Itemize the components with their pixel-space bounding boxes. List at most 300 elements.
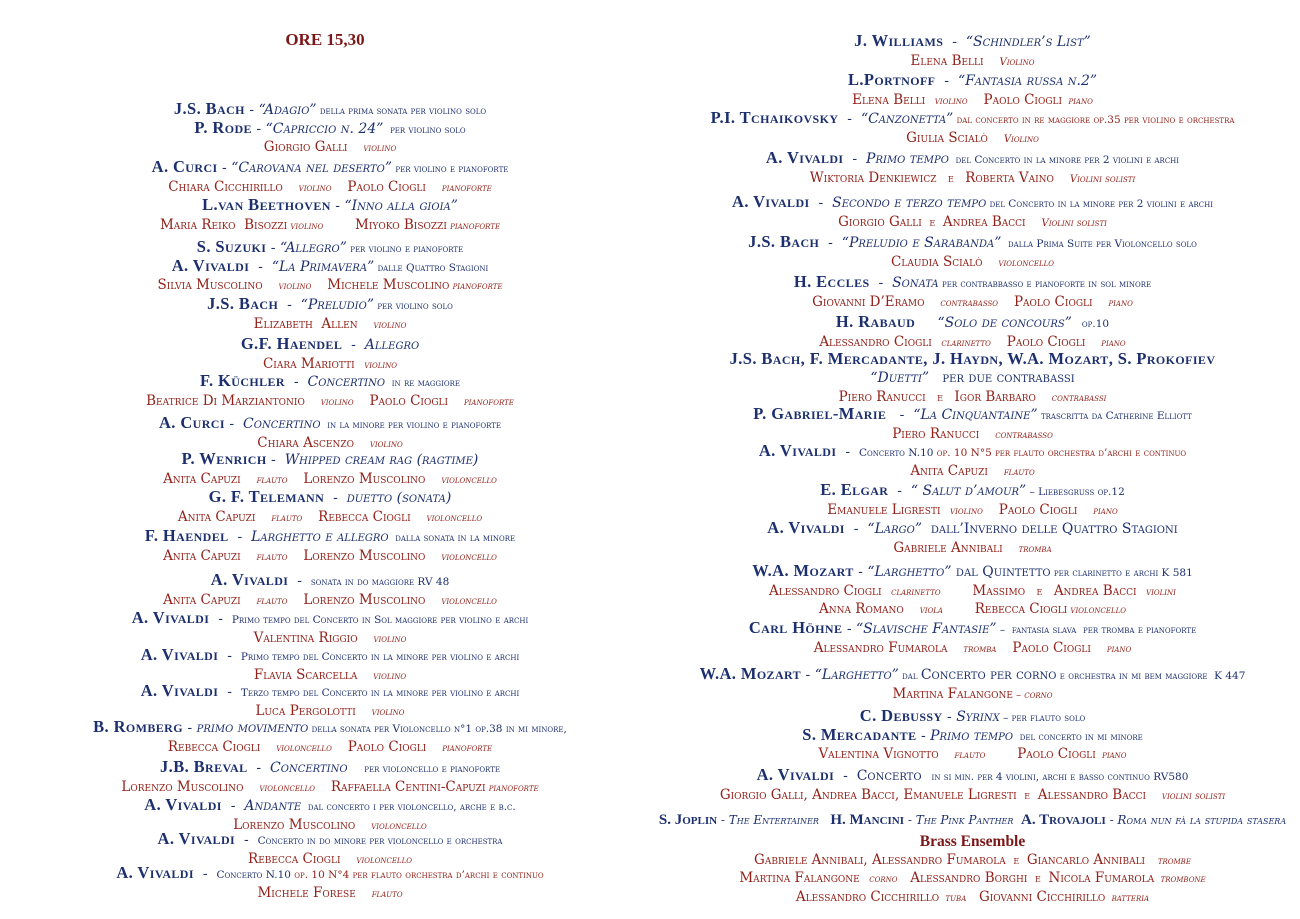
piece-title: “Larghetto” xyxy=(867,564,952,580)
instrument-label: pianoforte xyxy=(426,742,493,754)
entry-line xyxy=(650,850,1295,868)
piece-title: “Capriccio n. 24” xyxy=(265,120,384,137)
piece-detail: e orchestra in mi bem maggiore K 447 xyxy=(1056,670,1246,682)
piece-title: Syrinx xyxy=(956,709,1000,725)
entry-line xyxy=(5,354,655,372)
performer-name: Elena Belli xyxy=(852,91,926,108)
program-entry xyxy=(5,196,655,233)
separator: - xyxy=(228,529,252,545)
piece-title: primo movimento xyxy=(196,720,309,736)
composer-name: P.I. Tchaikovsky xyxy=(710,108,839,127)
instrument-label: violoncello xyxy=(260,742,348,754)
piece-detail: – Liebesgruss op.12 xyxy=(1026,486,1125,498)
instrument-label: violino xyxy=(262,281,328,293)
piece-title: “La Cinquantaine” xyxy=(913,407,1038,423)
entry-line xyxy=(5,372,655,391)
separator: Concerto xyxy=(856,768,922,784)
performer-name: Alessandro Cicchirillo xyxy=(795,888,940,905)
performer-name: Beatrice Di Marziantonio xyxy=(146,392,305,409)
performer-name: Nicola Fumarola xyxy=(1048,870,1155,887)
instrument-label: violino xyxy=(357,633,407,645)
separator: - xyxy=(836,444,859,460)
piece-detail: Primo tempo del Concerto in la minore per violino e archi xyxy=(240,651,520,663)
composer-name: A. Vivaldi xyxy=(157,829,236,848)
piece-detail: op.10 xyxy=(1071,318,1110,330)
performer-name: Rebecca Ciogli xyxy=(318,508,411,525)
entry-line xyxy=(5,469,655,487)
piece-detail: dal xyxy=(898,670,921,682)
entry-line xyxy=(5,238,655,257)
entry-line xyxy=(650,707,1295,726)
performer-name: Alessandro Bacci xyxy=(1037,786,1147,803)
piece-detail: della prima sonata per violino solo xyxy=(316,105,487,117)
ensemble-title: Brass Ensemble xyxy=(919,833,1026,850)
performer-name: Maria Reiko Bisozzi xyxy=(159,216,288,233)
instrument-label: violino xyxy=(355,706,405,718)
separator: - xyxy=(842,621,857,637)
instrument-label: tromba xyxy=(1002,543,1052,555)
instrument-label: piano xyxy=(1092,297,1133,309)
instrument-label: flauto xyxy=(255,512,319,524)
performer-name: Alessandro Ciogli xyxy=(769,582,882,599)
instrument-label: violino xyxy=(357,670,407,682)
program-entry xyxy=(650,405,1295,442)
performer-name: Valentina Riggio xyxy=(253,629,358,646)
instrument-label: violino xyxy=(353,438,403,450)
program-entry xyxy=(5,295,655,332)
separator: - xyxy=(809,195,833,211)
separator: - xyxy=(942,709,957,725)
entry-line xyxy=(5,314,655,332)
instrument-label: pianoforte xyxy=(485,782,539,794)
composer-name: E. Elgar xyxy=(820,480,889,499)
separator: - xyxy=(819,235,842,251)
program-entry xyxy=(5,527,655,564)
entry-line xyxy=(5,335,655,354)
program-entry xyxy=(5,758,655,795)
instrument-label: violini solisti xyxy=(1146,790,1226,802)
piece-detail: – fantasia slava per tromba e pianoforte xyxy=(996,624,1197,636)
separator: - xyxy=(247,760,271,776)
instrument-label: violini xyxy=(1136,586,1176,598)
performer-name: Andrea Bacci xyxy=(942,213,1026,230)
piece-title: Larghetto e allegro xyxy=(251,529,389,545)
performer-name: Paolo Ciogli xyxy=(347,738,427,755)
program-entry xyxy=(5,609,655,646)
piece-detail: dal concerto i per violoncello, arche e b.c. xyxy=(301,801,516,813)
performer-name: Lorenzo Muscolino xyxy=(303,547,426,564)
entry-line xyxy=(650,619,1295,638)
composer-name: L.van Beethoven xyxy=(202,195,331,214)
separator: - xyxy=(278,297,301,313)
instrument-label: Violini solisti xyxy=(1053,173,1136,185)
program-entry xyxy=(650,273,1295,310)
program-entry xyxy=(5,718,655,755)
entry-line xyxy=(5,546,655,564)
piece-detail: per violino solo xyxy=(383,123,466,136)
piece-title: Concertino xyxy=(270,760,348,776)
performer-name: Anita Capuzi xyxy=(910,462,988,479)
performer-name: Raffaella Centini-Capuzi xyxy=(330,778,486,795)
entry-line xyxy=(650,149,1295,168)
separator: - xyxy=(834,768,857,784)
separator xyxy=(915,315,937,331)
instrument-label: piano xyxy=(1062,95,1093,107)
instrument-label: flauto xyxy=(938,750,1018,762)
entry-line xyxy=(650,273,1295,292)
separator: - xyxy=(285,374,308,390)
piece-detail: per clarinetto e archi K 581 xyxy=(1050,567,1193,579)
program-entry xyxy=(650,109,1295,146)
composer-name: J.S. Bach xyxy=(207,294,279,313)
program-entry xyxy=(650,313,1295,350)
composer-name: A. Vivaldi xyxy=(140,681,219,700)
separator: - xyxy=(844,521,868,537)
piece-detail: Concerto in do minore per violoncello e orchestra xyxy=(257,835,503,847)
entry-line xyxy=(650,832,1295,850)
performer-name: Silvia Muscolino xyxy=(157,277,263,294)
conjunction: e xyxy=(1016,787,1038,802)
piece-detail: in la minore per violino e pianoforte xyxy=(320,419,502,431)
instrument-label: violoncello xyxy=(425,474,497,486)
separator: - xyxy=(224,416,244,432)
separator: - xyxy=(266,240,280,256)
instrument-label: violoncello xyxy=(340,854,412,866)
composer-name: W.A. Mozart xyxy=(699,664,802,683)
instrument-label: violino xyxy=(304,396,370,408)
entry-line xyxy=(650,744,1295,762)
composer-name: A. Vivaldi xyxy=(140,645,219,664)
piece-title: “Canzonetta” xyxy=(860,111,954,127)
program-entry xyxy=(650,519,1295,556)
instrument-label: violino xyxy=(354,359,398,371)
entry-line xyxy=(5,718,655,737)
instrument-label: violino xyxy=(940,505,999,517)
instrument-label: violoncello xyxy=(1067,604,1126,616)
program-entry xyxy=(5,414,655,451)
instrument-label: piano xyxy=(1095,750,1127,762)
entry-line xyxy=(650,168,1295,186)
performer-name: Alessandro Fumarola xyxy=(813,639,948,656)
entry-line xyxy=(650,785,1295,803)
program-entry xyxy=(650,619,1295,656)
performer-name: Lorenzo Muscolino xyxy=(303,470,426,487)
piece-title: Whipped cream rag (ragtime) xyxy=(284,452,479,468)
instrument-label: contrabassi xyxy=(1035,393,1107,405)
piece-title: Sonata xyxy=(892,275,939,291)
conjunction: e xyxy=(936,170,966,185)
entry-line xyxy=(5,590,655,608)
instrument-label: pianoforte xyxy=(449,281,503,293)
entry-line xyxy=(650,128,1295,146)
composer-name: A. Vivaldi xyxy=(758,441,837,460)
performer-name: Giorgio Galli, Andrea Bacci, Emanuele Ligresti xyxy=(719,786,1017,803)
composer-name: S. Joplin xyxy=(658,812,718,828)
program-entry xyxy=(5,488,655,525)
performer-name: Martina Falangone xyxy=(892,685,1013,702)
program-entry xyxy=(650,193,1295,230)
instrument-label: violino xyxy=(357,319,407,331)
separator: - xyxy=(218,684,241,700)
performer-name: Paolo Ciogli xyxy=(1017,746,1096,763)
entry-line xyxy=(650,599,1295,617)
entry-line xyxy=(5,665,655,683)
program-entry xyxy=(5,571,655,608)
piece-detail: dalle Quattro Stagioni xyxy=(374,261,489,274)
program-entry xyxy=(650,149,1295,186)
conjunction: e xyxy=(921,214,943,229)
composer-name: A. Vivaldi xyxy=(116,863,194,882)
performer-name: Rebecca Ciogli xyxy=(248,850,341,867)
composer-name: L.Portnoff xyxy=(847,70,936,89)
piece-detail: della sonata per Violoncello n°1 op.38 in mi minore, xyxy=(308,723,567,735)
entry-line xyxy=(650,562,1295,581)
entry-line xyxy=(5,391,655,409)
piece-title: - The Entertainer xyxy=(717,813,831,827)
piece-title: “Slavische Fantasie” xyxy=(856,621,997,637)
performer-name: Wiktoria Denkiewicz xyxy=(809,169,937,186)
entry-line xyxy=(650,684,1295,702)
instrument-label: pianoforte xyxy=(425,182,492,194)
piece-detail: Primo tempo del Concerto in Sol maggiore per violino e archi xyxy=(231,614,529,626)
entry-line xyxy=(650,252,1295,270)
entry-line xyxy=(5,777,655,795)
composer-name: J.S. Bach xyxy=(173,99,245,118)
instrument-label: Violini solisti xyxy=(1025,217,1107,229)
performer-name: Massimo xyxy=(972,582,1026,599)
composer-name: A. Vivaldi xyxy=(767,518,845,537)
entry-line xyxy=(5,177,655,195)
separator: - xyxy=(251,120,266,137)
entry-line xyxy=(650,461,1295,479)
piece-detail: Concerto N.10 xyxy=(216,869,291,881)
separator: - xyxy=(853,564,868,580)
performer-name: Piero Ranucci xyxy=(892,425,980,442)
piece-title: “Allegro” xyxy=(279,240,347,256)
composer-name: H. Mancini xyxy=(830,812,905,828)
composer-name: J.B. Breval xyxy=(160,757,248,776)
instrument-label: flauto xyxy=(355,888,403,900)
entry-line xyxy=(5,158,655,177)
performer-name: Lorenzo Muscolino xyxy=(233,816,356,833)
piece-detail: trascritta da Catherine Elliott xyxy=(1037,410,1192,422)
separator: - xyxy=(342,337,365,353)
composer-name: F. Haendel xyxy=(144,526,229,545)
separator: - xyxy=(217,160,232,176)
piece-detail: dalla sonata in la minore xyxy=(388,532,516,544)
entry-line xyxy=(5,414,655,433)
instrument-label: viola xyxy=(903,604,975,616)
entry-line xyxy=(650,71,1295,90)
piece-detail: per violino e pianoforte xyxy=(392,163,509,175)
piece-title: Concertino xyxy=(307,374,386,390)
performer-name: Giulia Scialò xyxy=(906,129,988,146)
entry-line xyxy=(5,796,655,815)
entry-line xyxy=(5,450,655,469)
entry-line xyxy=(650,387,1295,405)
piece-title: “Largo” xyxy=(867,521,922,537)
piece-title: “Adagio” xyxy=(258,102,317,118)
instrument-label: – corno xyxy=(1012,689,1053,701)
performer-name: Lorenzo Muscolino xyxy=(121,778,244,795)
separator: - xyxy=(288,573,311,589)
separator: - xyxy=(843,151,867,167)
program-entry xyxy=(650,707,1295,762)
composer-name: A. Vivaldi xyxy=(144,795,222,814)
composer-name: H. Eccles xyxy=(793,272,870,291)
instrument-label: pianoforte xyxy=(446,220,501,232)
composer-name: P. Wenrich xyxy=(181,449,267,468)
entry-line xyxy=(650,665,1295,684)
separator: - xyxy=(193,866,217,882)
entry-line xyxy=(650,405,1295,424)
separator: - xyxy=(935,73,958,89)
entry-line xyxy=(5,275,655,293)
program-entry xyxy=(5,682,655,719)
piece-title: Concertino xyxy=(243,416,321,432)
piece-title: Primo tempo xyxy=(930,727,1014,744)
performer-name: Martina Falangone xyxy=(739,870,860,887)
composer-name: G.F. Haendel xyxy=(240,334,343,353)
performer-name: Igor Barbaro xyxy=(954,389,1036,406)
entry-line xyxy=(650,481,1295,500)
instrument-label: flauto xyxy=(240,595,304,607)
performer-name: Emanuele Ligresti xyxy=(827,501,941,518)
entry-line xyxy=(5,737,655,755)
entry-line xyxy=(5,609,655,628)
separator: - xyxy=(330,198,345,214)
separator: per due contrabassi xyxy=(929,370,1075,387)
piece-detail: del Concerto in la minore per 2 violini e archi xyxy=(948,154,1180,166)
performer-name: Anita Capuzi xyxy=(163,470,241,487)
separator: - xyxy=(838,111,861,127)
entry-line xyxy=(5,433,655,451)
entry-line xyxy=(650,90,1295,108)
separator: - xyxy=(888,483,911,499)
performer-name: Alessandro Borghi xyxy=(910,870,1028,887)
entry-line xyxy=(5,507,655,525)
instrument-label: violoncello xyxy=(243,782,331,794)
separator: - xyxy=(244,102,259,118)
performer-name: Paolo Ciogli xyxy=(998,501,1078,518)
conjunction: e xyxy=(925,390,955,405)
performer-name: Michele Muscolino xyxy=(327,277,450,294)
entry-line xyxy=(650,500,1295,518)
performer-name: Chiara Ascenzo xyxy=(257,434,354,451)
composer-name: J.S. Bach xyxy=(748,232,820,251)
piece-detail: del concerto in mi minore xyxy=(1013,730,1143,743)
entry-line xyxy=(5,257,655,276)
separator: dall’Inverno delle Quattro Stagioni xyxy=(921,521,1178,537)
entry-line xyxy=(650,726,1295,745)
separator: - xyxy=(886,407,914,423)
composer-name: F. Küchler xyxy=(200,371,285,390)
separator: - xyxy=(869,275,893,291)
performer-name: Flavia Scarcella xyxy=(253,666,358,683)
piece-detail: per violoncello e pianoforte xyxy=(347,763,500,775)
performer-name: Alessandro Ciogli xyxy=(819,333,932,350)
program-entry xyxy=(650,442,1295,479)
instrument-label: Violino xyxy=(987,133,1039,145)
performer-name: Gabriele Annibali, Alessandro Fumarola xyxy=(754,852,1006,869)
entry-line xyxy=(5,628,655,646)
instrument-label: contrabasso xyxy=(924,297,1014,309)
entry-line xyxy=(650,638,1295,656)
piece-detail: dal concerto in re maggiore op.35 per violino e orchestra xyxy=(953,114,1235,126)
piece-detail: Concerto N.10 xyxy=(858,447,934,459)
performer-name: Paolo Ciogli xyxy=(1013,293,1093,310)
performer-name: Chiara Cicchirillo xyxy=(168,178,283,195)
entry-line xyxy=(5,295,655,314)
composer-name: A. Vivaldi xyxy=(756,765,835,784)
program-entry xyxy=(650,832,1295,905)
performer-name: Roberta Vaino xyxy=(965,169,1054,186)
entry-line xyxy=(650,32,1295,51)
entry-line xyxy=(5,119,655,138)
separator: - xyxy=(266,452,285,468)
piece-detail: per violino e pianoforte xyxy=(346,243,464,255)
instrument-label: trombone xyxy=(1154,874,1206,886)
instrument-label: clarinetto xyxy=(931,337,1007,349)
performer-name: Elizabeth Allen xyxy=(253,315,358,332)
separator: Concerto per corno xyxy=(920,667,1057,683)
composer-name: A. Vivaldi xyxy=(210,570,289,589)
performer-name: Piero Ranucci xyxy=(838,389,926,406)
instrument-label: piano xyxy=(1085,337,1126,349)
piece-detail: per violino solo xyxy=(374,300,453,312)
entry-line xyxy=(5,758,655,777)
entry-line xyxy=(5,488,655,507)
composer-name: S. Suzuki xyxy=(196,237,267,256)
piece-title: Primo tempo xyxy=(866,151,949,167)
piece-title: “ Salut d’amour” xyxy=(910,483,1027,499)
entry-line xyxy=(650,868,1295,886)
performer-name: Paolo Ciogli xyxy=(1006,333,1086,350)
performer-name: Anita Capuzi xyxy=(163,591,241,608)
composer-name: H. Rabaud xyxy=(835,312,916,331)
entry-line xyxy=(650,581,1295,599)
entry-line xyxy=(650,766,1295,785)
performer-name: Ciara Mariotti xyxy=(262,355,355,372)
piece-detail: sonata in do maggiore RV 48 xyxy=(310,576,450,588)
piece-title: - The Pink Panther xyxy=(904,813,1022,827)
entry-line xyxy=(650,51,1295,69)
instrument-label: violoncello xyxy=(355,820,427,832)
entry-line xyxy=(650,332,1295,350)
instrument-label: violino xyxy=(347,143,397,155)
composer-name: C. Debussy xyxy=(859,706,943,725)
performer-name: Giorgio Galli xyxy=(838,213,922,230)
piece-title: “Fantasia russa n.2” xyxy=(957,73,1098,89)
instrument-label: corno xyxy=(859,874,911,886)
entry-line xyxy=(5,830,655,849)
program-entry xyxy=(5,100,655,155)
separator: - xyxy=(221,798,245,814)
composer-name: A. Curci xyxy=(151,157,218,176)
program-entry xyxy=(5,335,655,372)
composer-name: A. Vivaldi xyxy=(171,255,250,275)
instrument-label: violino xyxy=(287,220,356,232)
piece-detail: Terzo tempo del Concerto in la minore per violino e archi xyxy=(240,687,520,699)
performer-name: Paolo Ciogli xyxy=(347,178,426,195)
entry-line xyxy=(650,313,1295,332)
program-entry xyxy=(5,158,655,195)
instrument-label: violino xyxy=(282,182,348,194)
program-entry xyxy=(5,796,655,833)
piece-title: Allegro xyxy=(364,337,420,353)
separator: - xyxy=(916,727,931,744)
program-entry xyxy=(650,233,1295,270)
